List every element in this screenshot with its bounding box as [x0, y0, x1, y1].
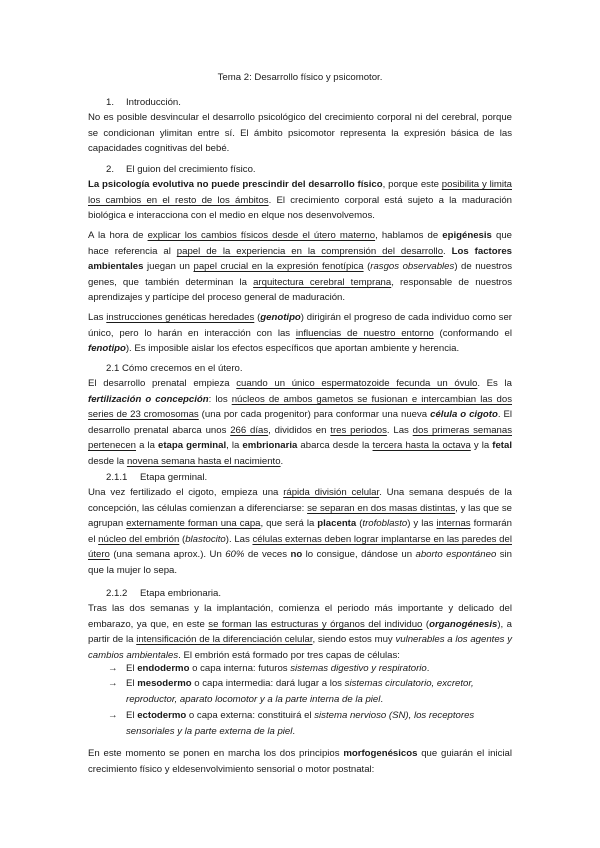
text-run: o capa interna: futuros — [189, 663, 291, 674]
text-run: Los factores ambientales — [88, 245, 512, 272]
text-run: , la — [226, 440, 243, 451]
text-run: ). Las — [225, 533, 253, 545]
text-run: sistemas circulatorio, excretor, reproductor, aparato locomotor y a la parte interna de la piel — [126, 678, 474, 705]
text-run: no — [290, 549, 303, 560]
section-2-1-1-heading — [106, 470, 207, 486]
text-run: , divididos en — [268, 424, 331, 436]
list-item-text — [126, 676, 512, 707]
text-run: . Una semana después de la concepción, las células comienzan a diferenciarse: — [88, 487, 512, 514]
arrow-icon: → — [108, 678, 118, 689]
text-run: ) de nuestros genes, que también determinan la — [88, 261, 512, 288]
text-run: epigénesis — [442, 230, 492, 241]
text-run: . Las — [386, 424, 413, 436]
text-run: ( — [254, 312, 261, 323]
text-run: La psicología evolutiva no puede prescindir del desarrollo físico — [88, 179, 383, 190]
text-run: , porque este — [382, 179, 442, 190]
list-item-text — [126, 661, 512, 677]
text-run: núcleo del embrión — [98, 533, 180, 545]
text-run: ectodermo — [137, 710, 187, 721]
text-run: (una semana aprox.). Un — [109, 549, 226, 560]
text-run: o capa intermedia: dará lugar a los — [191, 678, 345, 689]
text-run: organogénesis — [429, 618, 498, 630]
text-run: y la — [470, 440, 493, 451]
text-run: mesodermo — [137, 678, 192, 689]
text-run: . — [443, 245, 452, 257]
text-run: tres periodos — [330, 424, 387, 436]
text-run: . — [292, 725, 296, 737]
text-run: arquitectura cerebral temprana — [253, 276, 392, 288]
text-run: fetal — [492, 440, 512, 451]
text-run: dos primeras semanas pertenecen — [88, 424, 512, 451]
section-1-number: 1. — [106, 97, 115, 108]
text-run: A la hora de — [88, 230, 148, 241]
text-run: , siendo estos muy — [312, 634, 396, 645]
text-run: 60% — [225, 549, 245, 560]
section-2-1-2-number: 2.1.2 — [106, 588, 128, 599]
document-title: Tema 2: Desarrollo físico y psicomotor. — [217, 72, 383, 83]
text-run: , que será la — [260, 518, 318, 529]
text-run: blastocito — [185, 533, 226, 545]
text-run: núcleos de ambos gametos se fusionan e intercambian las dos series de 23 cromosomas — [88, 393, 513, 420]
text-run: En este momento se ponen en marcha los dos principios — [88, 748, 344, 759]
text-run: El — [126, 678, 138, 689]
text-run: , y las que se agrupan — [88, 502, 512, 529]
text-run: ( — [356, 518, 363, 529]
section-1-heading — [106, 95, 181, 111]
text-run: célula o cigoto — [430, 409, 498, 420]
text-run: células externas deben lograr implantarse en las paredes del útero — [88, 533, 512, 560]
text-run: ) dirigirán el progreso de cada individuo como ser único, pero lo harán en interacción con las — [88, 312, 512, 339]
text-run: . El desarrollo prenatal abarca unos — [88, 409, 513, 436]
text-run: ( — [179, 533, 186, 545]
text-run: se separan en dos masas distintas — [307, 502, 456, 514]
section-2-paragraph-3 — [88, 310, 512, 357]
section-2-paragraph-1 — [88, 177, 512, 224]
text-run: endodermo — [137, 663, 190, 674]
section-2-number: 2. — [106, 164, 115, 175]
text-run: tercera hasta la octava — [372, 440, 471, 451]
text-run: fenotipo — [88, 343, 126, 354]
section-2-title: El guion del crecimiento físico. — [126, 164, 256, 175]
section-2-heading — [106, 162, 256, 178]
text-run: . El crecimiento corporal está sujeto a la maduración biológica e interacciona con el medio en elque nos desenvolvemos. — [88, 194, 512, 221]
text-run: fertilización o concepción — [88, 393, 209, 405]
text-run: Tras las dos semanas y la implantación, comienza el periodo más importante y delicado del embarazo, ya que, en este — [88, 603, 512, 630]
text-run: rasgos observables — [370, 261, 455, 272]
text-run: ), a partir de la — [88, 618, 512, 645]
text-run: . — [426, 663, 430, 674]
text-run: intensificación de la diferenciación celular — [136, 634, 313, 645]
text-run: a la — [136, 440, 159, 451]
text-run: vulnerables a los agentes y cambios ambientales — [88, 634, 513, 661]
text-run: papel crucial en la expresión fenotípica — [193, 261, 364, 272]
text-run: instrucciones genéticas heredades — [106, 312, 255, 323]
arrow-icon: → — [108, 663, 118, 674]
text-run: influencias de nuestro entorno — [295, 327, 434, 339]
text-run: novena semana hasta el nacimiento — [126, 455, 281, 467]
text-run: placenta — [317, 518, 357, 529]
section-2-paragraph-2 — [88, 228, 512, 306]
text-run: que guiarán el inicial crecimiento físico y eldesenvolvimiento sensorial o motor postnatal: — [88, 748, 512, 775]
text-run: de veces — [244, 549, 291, 560]
text-run: cuando un único espermatozoide fecunda un óvulo — [236, 378, 478, 389]
text-run: sin que la mujer lo sepa. — [88, 549, 512, 576]
text-run: . El embrión está formado por tres capas de células: — [178, 649, 400, 661]
section-2-1-2-paragraph — [88, 601, 512, 663]
section-1-title: Introducción. — [126, 97, 181, 108]
text-run: embrionaria — [242, 440, 298, 451]
text-run: , responsable de nuestros aprendizajes y partícipe del proceso general de maduración. — [88, 276, 513, 303]
section-2-1-2-heading — [106, 586, 221, 602]
text-run: etapa germinal — [158, 440, 227, 451]
text-run: (una por cada progenitor) para conformar una nueva — [198, 409, 431, 420]
text-run: . — [380, 693, 384, 705]
section-2-1-1-number: 2.1.1 — [106, 472, 128, 483]
text-run: morfogenésicos — [343, 748, 418, 759]
section-2-1-heading: 2.1 Cómo crecemos en el útero. — [106, 363, 243, 374]
text-run: ( — [422, 618, 430, 630]
text-run: El — [126, 663, 138, 674]
text-run: ( — [363, 261, 371, 272]
text-run: formarán el — [88, 518, 512, 545]
text-run: : los — [208, 393, 232, 405]
text-run: . — [280, 455, 284, 467]
section-2-1-1-title: Etapa germinal. — [140, 472, 208, 483]
text-run: sistema nervioso (SN), los receptores sensoriales y la parte externa de la piel — [126, 710, 475, 737]
text-run: internas — [436, 518, 471, 529]
text-run: . Es la — [477, 378, 512, 389]
text-run: desde la — [88, 455, 127, 467]
text-run: externamente forman una capa — [126, 518, 261, 529]
text-run: ). Es imposible aislar los efectos específicos que aportan ambiente y herencia. — [125, 343, 460, 354]
text-run: rápida división celular — [283, 487, 380, 498]
list-item-text — [126, 708, 512, 739]
section-2-1-paragraph — [88, 376, 512, 469]
text-run: juegan un — [143, 261, 194, 272]
text-run: o capa externa: constituirá el — [186, 710, 315, 721]
text-run: (conformando el — [433, 327, 512, 339]
text-run: 266 días — [230, 424, 269, 436]
arrow-icon: → — [108, 710, 118, 721]
text-run: que hace referencia al — [88, 230, 512, 257]
section-2-1-2-closing-paragraph — [88, 746, 512, 777]
text-run: aborto espontáneo — [415, 549, 497, 560]
section-2-1-1-paragraph — [88, 485, 512, 578]
section-2-1-2-title: Etapa embrionaria. — [140, 588, 222, 599]
text-run: trofoblasto — [362, 518, 408, 529]
text-run: papel de la experiencia en la comprensión del desarrollo — [176, 245, 444, 257]
text-run: lo consigue, dándose un — [302, 549, 416, 560]
text-run: ) y las — [407, 518, 437, 529]
text-run: No es posible desvincular el desarrollo psicológico del crecimiento corporal ni del cerebral, porque se condicionan ylimitan entre sí. El ámbito psicomotor representa la expresión básica de las capacidades cognitivas del bebé. — [88, 112, 512, 154]
text-run: abarca desde la — [297, 440, 373, 451]
text-run: , hablamos de — [375, 230, 443, 241]
text-run: posibilita y limita los cambios en el resto de los ámbitos — [88, 179, 512, 206]
text-run: sistemas digestivo y respiratorio — [290, 663, 427, 674]
text-run: El desarrollo prenatal empieza — [88, 378, 237, 389]
text-run: Las — [88, 312, 107, 323]
text-run: Una vez fertilizado el cigoto, empieza una — [88, 487, 284, 498]
text-run: explicar los cambios físicos desde el útero materno — [147, 230, 376, 241]
text-run: El — [126, 710, 138, 721]
text-run: genotipo — [260, 312, 301, 323]
text-run: se forman las estructuras y órganos del individuo — [208, 618, 423, 630]
section-1-paragraph — [88, 110, 512, 157]
